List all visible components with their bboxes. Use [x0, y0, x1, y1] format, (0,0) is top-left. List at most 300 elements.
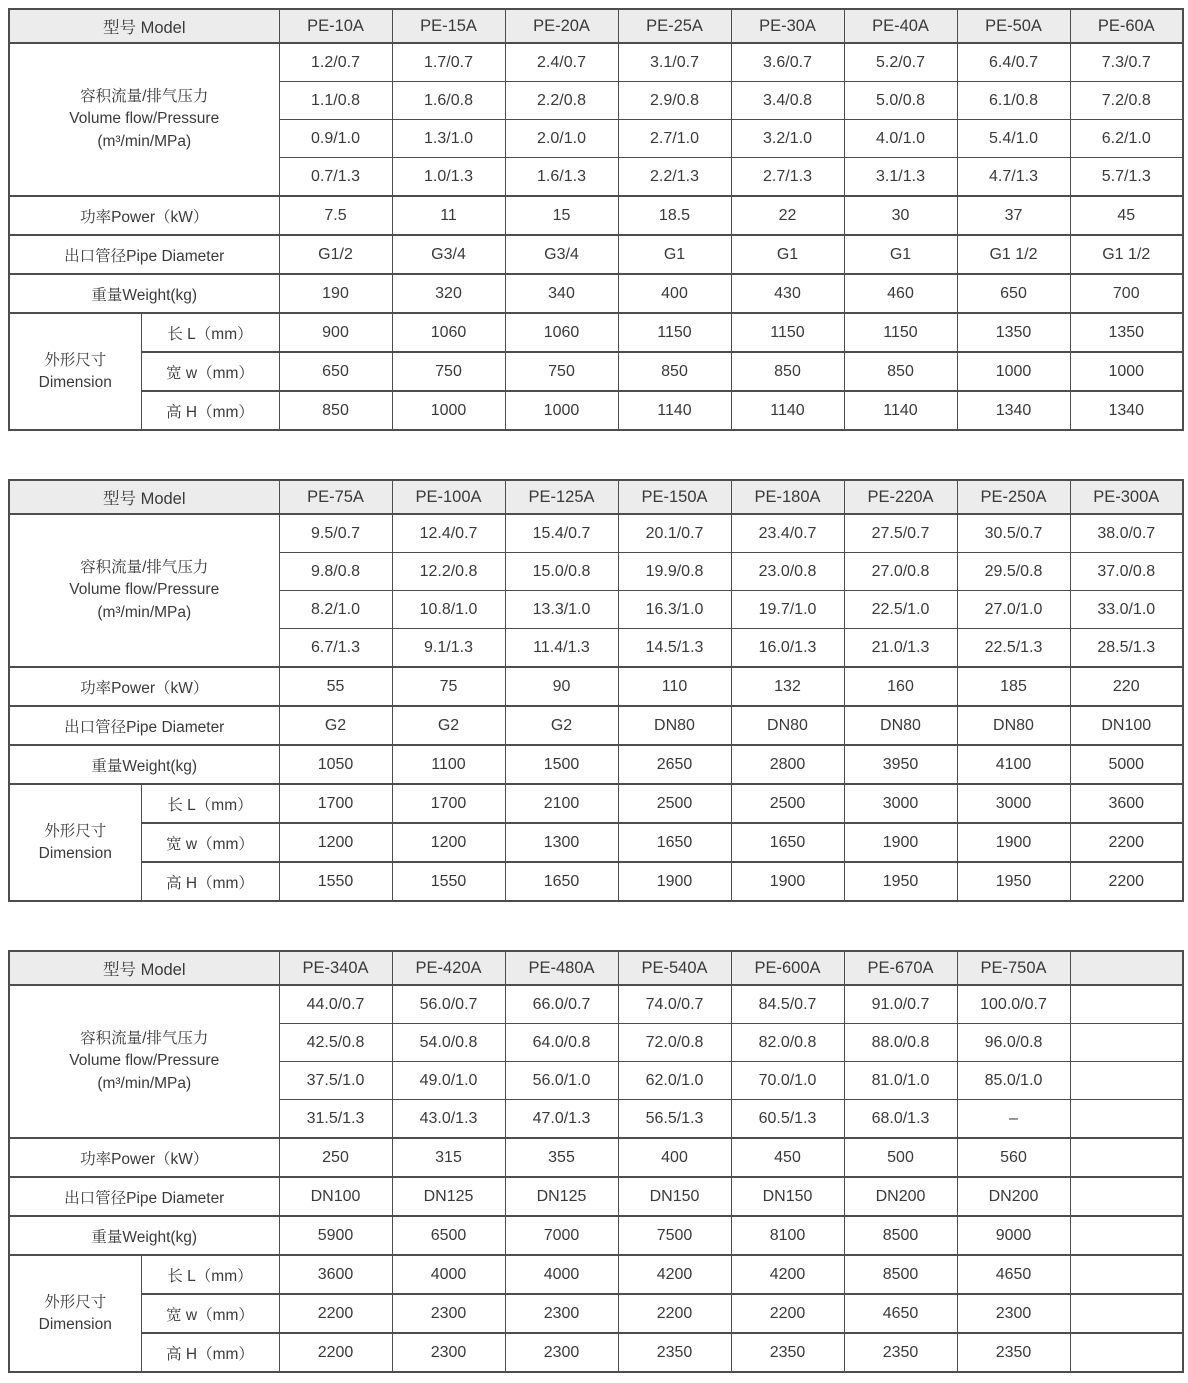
dimension-value-cell: 1900: [844, 823, 957, 862]
dimension-value-cell: 1000: [505, 391, 618, 430]
flow-value-cell: 11.4/1.3: [505, 629, 618, 668]
weight-value-cell: 7500: [618, 1216, 731, 1255]
dimension-value-cell: 750: [505, 352, 618, 391]
dimension-row: [9, 784, 1183, 823]
pipe-value-cell: G1 1/2: [1070, 235, 1183, 274]
dimension-value-cell: 1900: [618, 862, 731, 901]
flow-value-cell: 37.5/1.0: [279, 1062, 392, 1100]
flow-value-cell: 5.7/1.3: [1070, 158, 1183, 197]
flow-value-cell: 12.2/0.8: [392, 553, 505, 591]
power-value-cell: 355: [505, 1138, 618, 1177]
flow-value-cell: 9.1/1.3: [392, 629, 505, 668]
flow-pressure-unit: (m³/min/MPa): [97, 1074, 192, 1092]
dimension-value-cell: 4650: [957, 1255, 1070, 1294]
weight-value-cell: [1070, 1216, 1183, 1255]
flow-value-cell: 20.1/0.7: [618, 514, 731, 553]
dimension-value-cell: 1950: [957, 862, 1070, 901]
model-header-cell: PE-75A: [279, 480, 392, 514]
dimension-row: [9, 1294, 1183, 1333]
power-value-cell: 11: [392, 196, 505, 235]
dimension-value-cell: 900: [279, 313, 392, 352]
weight-value-cell: 700: [1070, 274, 1183, 313]
model-header-cell: PE-25A: [618, 9, 731, 43]
flow-value-cell: 6.7/1.3: [279, 629, 392, 668]
flow-value-cell: 44.0/0.7: [279, 985, 392, 1024]
dimension-value-cell: 2350: [618, 1333, 731, 1372]
dimension-row: [9, 313, 1183, 352]
dimension-value-cell: 3600: [279, 1255, 392, 1294]
pipe-value-cell: DN200: [844, 1177, 957, 1216]
flow-value-cell: 2.2/0.8: [505, 82, 618, 120]
dimension-label: [9, 1255, 141, 1372]
flow-value-cell: 15.4/0.7: [505, 514, 618, 553]
flow-value-cell: 10.8/1.0: [392, 591, 505, 629]
dimension-value-cell: 1150: [731, 313, 844, 352]
dimension-sub-label: 长 L（mm）: [141, 784, 279, 823]
dimension-value-cell: 1000: [1070, 352, 1183, 391]
pipe-value-cell: G2: [505, 706, 618, 745]
model-header-cell: PE-20A: [505, 9, 618, 43]
flow-pressure-label-zh: 容积流量/排气压力: [80, 87, 209, 105]
weight-value-cell: 9000: [957, 1216, 1070, 1255]
weight-value-cell: 5900: [279, 1216, 392, 1255]
pipe-value-cell: [1070, 1177, 1183, 1216]
dimension-value-cell: 850: [279, 391, 392, 430]
power-row: [9, 196, 1183, 235]
weight-value-cell: 340: [505, 274, 618, 313]
dimension-value-cell: 1900: [731, 862, 844, 901]
model-header-row: [9, 480, 1183, 514]
model-header-cell: PE-480A: [505, 951, 618, 985]
pipe-value-cell: G1: [844, 235, 957, 274]
flow-value-cell: 91.0/0.7: [844, 985, 957, 1024]
dimension-value-cell: 850: [844, 352, 957, 391]
dimension-label-en: Dimension: [38, 844, 112, 862]
flow-value-cell: –: [957, 1100, 1070, 1139]
flow-value-cell: 9.8/0.8: [279, 553, 392, 591]
flow-value-cell: 28.5/1.3: [1070, 629, 1183, 668]
weight-label: 重量Weight(kg): [9, 274, 279, 313]
flow-value-cell: 16.3/1.0: [618, 591, 731, 629]
model-header-label: 型号 Model: [9, 951, 279, 985]
dimension-value-cell: 4000: [505, 1255, 618, 1294]
dimension-label-zh: 外形尺寸: [44, 351, 107, 369]
model-header-label: 型号 Model: [9, 480, 279, 514]
model-header-cell: PE-420A: [392, 951, 505, 985]
flow-value-cell: 22.5/1.0: [844, 591, 957, 629]
flow-value-cell: 0.9/1.0: [279, 120, 392, 158]
flow-value-cell: 27.0/0.8: [844, 553, 957, 591]
dimension-value-cell: 850: [731, 352, 844, 391]
pipe-diameter-row: [9, 1177, 1183, 1216]
flow-value-cell: [1070, 985, 1183, 1024]
dimension-value-cell: 1650: [505, 862, 618, 901]
pipe-diameter-row: [9, 235, 1183, 274]
flow-value-cell: [1070, 1100, 1183, 1139]
flow-value-cell: 21.0/1.3: [844, 629, 957, 668]
dimension-value-cell: 2300: [392, 1333, 505, 1372]
power-value-cell: 160: [844, 667, 957, 706]
dimension-row: [9, 1255, 1183, 1294]
spec-table-1: [8, 8, 1184, 431]
flow-value-cell: 43.0/1.3: [392, 1100, 505, 1139]
flow-value-cell: 1.6/1.3: [505, 158, 618, 197]
flow-value-cell: 15.0/0.8: [505, 553, 618, 591]
flow-value-cell: 56.0/1.0: [505, 1062, 618, 1100]
dimension-value-cell: 2350: [844, 1333, 957, 1372]
power-row: [9, 1138, 1183, 1177]
flow-value-cell: 2.7/1.3: [731, 158, 844, 197]
flow-value-cell: 3.1/0.7: [618, 43, 731, 82]
model-header-cell: PE-300A: [1070, 480, 1183, 514]
flow-value-cell: 72.0/0.8: [618, 1024, 731, 1062]
power-row: [9, 667, 1183, 706]
power-value-cell: 75: [392, 667, 505, 706]
flow-value-cell: 47.0/1.3: [505, 1100, 618, 1139]
flow-value-cell: 8.2/1.0: [279, 591, 392, 629]
flow-pressure-label-zh: 容积流量/排气压力: [80, 1029, 209, 1047]
pipe-value-cell: G1/2: [279, 235, 392, 274]
flow-value-cell: 12.4/0.7: [392, 514, 505, 553]
model-header-cell: PE-10A: [279, 9, 392, 43]
flow-pressure-label-en: Volume flow/Pressure: [69, 1052, 220, 1070]
dimension-value-cell: 1140: [618, 391, 731, 430]
flow-value-cell: 29.5/0.8: [957, 553, 1070, 591]
flow-value-cell: 42.5/0.8: [279, 1024, 392, 1062]
power-value-cell: 132: [731, 667, 844, 706]
dimension-sub-label: 高 H（mm）: [141, 391, 279, 430]
pipe-label: 出口管径Pipe Diameter: [9, 235, 279, 274]
model-header-cell: PE-250A: [957, 480, 1070, 514]
dimension-value-cell: 1900: [957, 823, 1070, 862]
flow-value-cell: 54.0/0.8: [392, 1024, 505, 1062]
pipe-value-cell: G2: [392, 706, 505, 745]
flow-value-cell: 19.9/0.8: [618, 553, 731, 591]
dimension-value-cell: [1070, 1255, 1183, 1294]
power-value-cell: 450: [731, 1138, 844, 1177]
dimension-value-cell: 3000: [957, 784, 1070, 823]
flow-value-cell: 27.5/0.7: [844, 514, 957, 553]
dimension-label-zh: 外形尺寸: [44, 1293, 107, 1311]
dimension-sub-label: 宽 w（mm）: [141, 352, 279, 391]
dimension-value-cell: 1950: [844, 862, 957, 901]
dimension-sub-label: 长 L（mm）: [141, 313, 279, 352]
flow-value-cell: 19.7/1.0: [731, 591, 844, 629]
flow-value-cell: 23.0/0.8: [731, 553, 844, 591]
flow-value-cell: 66.0/0.7: [505, 985, 618, 1024]
flow-pressure-unit: (m³/min/MPa): [97, 603, 192, 621]
power-value-cell: 560: [957, 1138, 1070, 1177]
dimension-value-cell: 1150: [844, 313, 957, 352]
flow-value-cell: 100.0/0.7: [957, 985, 1070, 1024]
flow-value-cell: 14.5/1.3: [618, 629, 731, 668]
dimension-sub-label: 宽 w（mm）: [141, 823, 279, 862]
dimension-value-cell: 1300: [505, 823, 618, 862]
dimension-row: [9, 823, 1183, 862]
dimension-sub-label: 长 L（mm）: [141, 1255, 279, 1294]
flow-value-cell: 82.0/0.8: [731, 1024, 844, 1062]
power-value-cell: 220: [1070, 667, 1183, 706]
power-label: 功率Power（kW）: [9, 667, 279, 706]
flow-value-cell: 0.7/1.3: [279, 158, 392, 197]
model-header-cell: PE-670A: [844, 951, 957, 985]
model-header-cell: PE-220A: [844, 480, 957, 514]
weight-value-cell: 8500: [844, 1216, 957, 1255]
power-value-cell: 45: [1070, 196, 1183, 235]
power-value-cell: 315: [392, 1138, 505, 1177]
flow-value-cell: 2.4/0.7: [505, 43, 618, 82]
dimension-value-cell: 4200: [731, 1255, 844, 1294]
dimension-value-cell: 1060: [505, 313, 618, 352]
weight-value-cell: 190: [279, 274, 392, 313]
power-value-cell: 55: [279, 667, 392, 706]
weight-value-cell: 8100: [731, 1216, 844, 1255]
model-header-cell: PE-340A: [279, 951, 392, 985]
dimension-value-cell: 650: [279, 352, 392, 391]
model-header-cell: PE-180A: [731, 480, 844, 514]
flow-row: [9, 514, 1183, 553]
flow-value-cell: 2.2/1.3: [618, 158, 731, 197]
power-value-cell: [1070, 1138, 1183, 1177]
model-header-cell: PE-15A: [392, 9, 505, 43]
model-header-cell: PE-750A: [957, 951, 1070, 985]
dimension-value-cell: 1140: [844, 391, 957, 430]
flow-pressure-label-zh: 容积流量/排气压力: [80, 558, 209, 576]
model-header-label: 型号 Model: [9, 9, 279, 43]
flow-value-cell: 1.0/1.3: [392, 158, 505, 197]
pipe-value-cell: DN100: [1070, 706, 1183, 745]
pipe-value-cell: DN200: [957, 1177, 1070, 1216]
weight-value-cell: 430: [731, 274, 844, 313]
dimension-value-cell: 1700: [279, 784, 392, 823]
flow-value-cell: 62.0/1.0: [618, 1062, 731, 1100]
weight-value-cell: 320: [392, 274, 505, 313]
flow-value-cell: 84.5/0.7: [731, 985, 844, 1024]
pipe-value-cell: DN100: [279, 1177, 392, 1216]
flow-value-cell: 31.5/1.3: [279, 1100, 392, 1139]
pipe-value-cell: DN80: [844, 706, 957, 745]
dimension-value-cell: 1350: [957, 313, 1070, 352]
weight-value-cell: 5000: [1070, 745, 1183, 784]
pipe-value-cell: G3/4: [392, 235, 505, 274]
power-value-cell: 90: [505, 667, 618, 706]
dimension-value-cell: 1350: [1070, 313, 1183, 352]
flow-value-cell: 23.4/0.7: [731, 514, 844, 553]
power-label: 功率Power（kW）: [9, 196, 279, 235]
weight-value-cell: 2650: [618, 745, 731, 784]
pipe-value-cell: DN80: [731, 706, 844, 745]
power-value-cell: 37: [957, 196, 1070, 235]
weight-label: 重量Weight(kg): [9, 1216, 279, 1255]
flow-value-cell: 4.0/1.0: [844, 120, 957, 158]
model-header-cell: PE-50A: [957, 9, 1070, 43]
flow-value-cell: 33.0/1.0: [1070, 591, 1183, 629]
flow-pressure-label: [9, 43, 279, 196]
flow-value-cell: 6.1/0.8: [957, 82, 1070, 120]
flow-value-cell: 1.1/0.8: [279, 82, 392, 120]
weight-value-cell: 1500: [505, 745, 618, 784]
dimension-value-cell: 1200: [392, 823, 505, 862]
flow-value-cell: 3.1/1.3: [844, 158, 957, 197]
flow-value-cell: 56.5/1.3: [618, 1100, 731, 1139]
pipe-value-cell: G1 1/2: [957, 235, 1070, 274]
dimension-sub-label: 宽 w（mm）: [141, 1294, 279, 1333]
power-value-cell: 7.5: [279, 196, 392, 235]
flow-value-cell: 30.5/0.7: [957, 514, 1070, 553]
dimension-row: [9, 862, 1183, 901]
flow-value-cell: 2.0/1.0: [505, 120, 618, 158]
model-header-cell: PE-150A: [618, 480, 731, 514]
pipe-value-cell: G1: [618, 235, 731, 274]
dimension-label: [9, 784, 141, 901]
power-value-cell: 15: [505, 196, 618, 235]
dimension-value-cell: 1000: [957, 352, 1070, 391]
dimension-label-en: Dimension: [38, 1315, 112, 1333]
dimension-value-cell: 1000: [392, 391, 505, 430]
model-header-cell: PE-100A: [392, 480, 505, 514]
flow-value-cell: 3.4/0.8: [731, 82, 844, 120]
flow-value-cell: 1.7/0.7: [392, 43, 505, 82]
flow-value-cell: 3.6/0.7: [731, 43, 844, 82]
flow-value-cell: 74.0/0.7: [618, 985, 731, 1024]
flow-pressure-label: [9, 985, 279, 1138]
flow-row: [9, 43, 1183, 82]
page: [8, 8, 1181, 1373]
dimension-sub-label: 高 H（mm）: [141, 862, 279, 901]
dimension-value-cell: 2300: [392, 1294, 505, 1333]
flow-row: [9, 985, 1183, 1024]
weight-value-cell: 460: [844, 274, 957, 313]
dimension-value-cell: 1060: [392, 313, 505, 352]
dimension-value-cell: 2200: [618, 1294, 731, 1333]
model-header-cell: PE-30A: [731, 9, 844, 43]
dimension-value-cell: 1200: [279, 823, 392, 862]
power-value-cell: 22: [731, 196, 844, 235]
power-label: 功率Power（kW）: [9, 1138, 279, 1177]
pipe-value-cell: DN125: [505, 1177, 618, 1216]
dimension-value-cell: 8500: [844, 1255, 957, 1294]
dimension-value-cell: 2350: [731, 1333, 844, 1372]
flow-value-cell: 3.2/1.0: [731, 120, 844, 158]
flow-value-cell: 56.0/0.7: [392, 985, 505, 1024]
power-value-cell: 400: [618, 1138, 731, 1177]
flow-value-cell: 1.6/0.8: [392, 82, 505, 120]
dimension-value-cell: 850: [618, 352, 731, 391]
dimension-value-cell: 1700: [392, 784, 505, 823]
flow-value-cell: 38.0/0.7: [1070, 514, 1183, 553]
model-header-row: [9, 951, 1183, 985]
flow-value-cell: 7.2/0.8: [1070, 82, 1183, 120]
dimension-value-cell: 750: [392, 352, 505, 391]
flow-pressure-label: [9, 514, 279, 667]
dimension-value-cell: 2200: [1070, 862, 1183, 901]
flow-value-cell: 64.0/0.8: [505, 1024, 618, 1062]
dimension-value-cell: 1340: [957, 391, 1070, 430]
flow-pressure-unit: (m³/min/MPa): [97, 132, 192, 150]
dimension-value-cell: 2100: [505, 784, 618, 823]
power-value-cell: 500: [844, 1138, 957, 1177]
flow-value-cell: 88.0/0.8: [844, 1024, 957, 1062]
dimension-value-cell: 2350: [957, 1333, 1070, 1372]
dimension-label-zh: 外形尺寸: [44, 822, 107, 840]
pipe-value-cell: DN80: [957, 706, 1070, 745]
flow-value-cell: 5.2/0.7: [844, 43, 957, 82]
dimension-value-cell: 1150: [618, 313, 731, 352]
model-header-cell: PE-600A: [731, 951, 844, 985]
dimension-value-cell: 1550: [392, 862, 505, 901]
dimension-value-cell: 2200: [279, 1294, 392, 1333]
weight-value-cell: 1050: [279, 745, 392, 784]
pipe-label: 出口管径Pipe Diameter: [9, 706, 279, 745]
flow-value-cell: 22.5/1.3: [957, 629, 1070, 668]
weight-label: 重量Weight(kg): [9, 745, 279, 784]
dimension-value-cell: 2200: [279, 1333, 392, 1372]
flow-value-cell: 2.7/1.0: [618, 120, 731, 158]
dimension-value-cell: 2300: [505, 1294, 618, 1333]
model-header-cell: PE-125A: [505, 480, 618, 514]
dimension-value-cell: 4000: [392, 1255, 505, 1294]
dimension-value-cell: 2500: [618, 784, 731, 823]
dimension-value-cell: [1070, 1333, 1183, 1372]
spec-table-2: [8, 479, 1184, 902]
dimension-value-cell: 3000: [844, 784, 957, 823]
flow-value-cell: 81.0/1.0: [844, 1062, 957, 1100]
flow-pressure-label-en: Volume flow/Pressure: [69, 110, 220, 128]
dimension-sub-label: 高 H（mm）: [141, 1333, 279, 1372]
flow-value-cell: 4.7/1.3: [957, 158, 1070, 197]
model-header-cell: PE-540A: [618, 951, 731, 985]
dimension-value-cell: 3600: [1070, 784, 1183, 823]
model-header-cell: PE-60A: [1070, 9, 1183, 43]
dimension-value-cell: 1650: [731, 823, 844, 862]
pipe-diameter-row: [9, 706, 1183, 745]
pipe-value-cell: DN80: [618, 706, 731, 745]
power-value-cell: 18.5: [618, 196, 731, 235]
dimension-row: [9, 391, 1183, 430]
dimension-value-cell: [1070, 1294, 1183, 1333]
flow-value-cell: 68.0/1.3: [844, 1100, 957, 1139]
pipe-label: 出口管径Pipe Diameter: [9, 1177, 279, 1216]
flow-value-cell: 60.5/1.3: [731, 1100, 844, 1139]
pipe-value-cell: DN150: [731, 1177, 844, 1216]
flow-value-cell: 96.0/0.8: [957, 1024, 1070, 1062]
power-value-cell: 250: [279, 1138, 392, 1177]
weight-row: [9, 745, 1183, 784]
weight-value-cell: 3950: [844, 745, 957, 784]
pipe-value-cell: DN125: [392, 1177, 505, 1216]
flow-pressure-label-en: Volume flow/Pressure: [69, 581, 220, 599]
model-header-row: [9, 9, 1183, 43]
weight-value-cell: 6500: [392, 1216, 505, 1255]
flow-value-cell: 5.0/0.8: [844, 82, 957, 120]
flow-value-cell: [1070, 1062, 1183, 1100]
dimension-value-cell: 1340: [1070, 391, 1183, 430]
flow-value-cell: 9.5/0.7: [279, 514, 392, 553]
weight-value-cell: 7000: [505, 1216, 618, 1255]
power-value-cell: 185: [957, 667, 1070, 706]
dimension-row: [9, 1333, 1183, 1372]
flow-value-cell: 16.0/1.3: [731, 629, 844, 668]
flow-value-cell: 27.0/1.0: [957, 591, 1070, 629]
dimension-value-cell: 2200: [731, 1294, 844, 1333]
dimension-row: [9, 352, 1183, 391]
flow-value-cell: 5.4/1.0: [957, 120, 1070, 158]
flow-value-cell: 70.0/1.0: [731, 1062, 844, 1100]
flow-value-cell: [1070, 1024, 1183, 1062]
dimension-value-cell: 4650: [844, 1294, 957, 1333]
dimension-value-cell: 2300: [505, 1333, 618, 1372]
dimension-value-cell: 2200: [1070, 823, 1183, 862]
